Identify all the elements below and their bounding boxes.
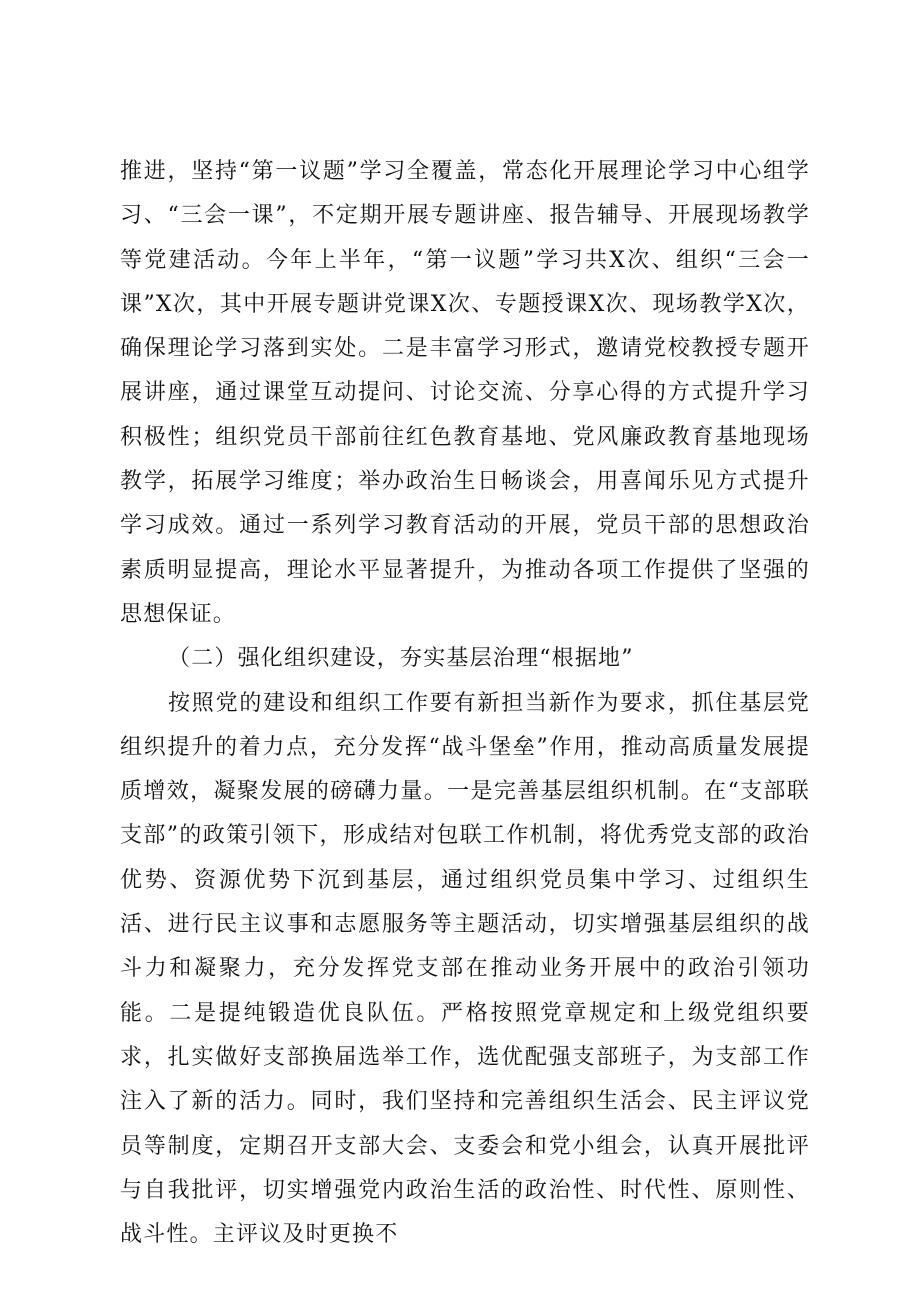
- document-body: [120, 150, 810, 1257]
- section-heading: （二）强化组织建设，夯实基层治理“根据地”: [168, 646, 634, 672]
- body-paragraph: 按照党的建设和组织工作要有新担当新作为要求，抓住基层党组织提升的着力点，充分发挥“战斗堡垒”作用，推动高质量发展提质增效，凝聚发展的磅礴力量。一是完善基层组织机制。在“支部联支部”的政策引领下，形成结对包联工作机制，将优秀党支部的政治优势、资源优势下沉到基层，通过组织党员集中学习、过组织生活、进行民主议事和志愿服务等主题活动，切实增强基层组织的战斗力和凝聚力，充分发挥党支部在推动业务开展中的政治引领功能。二是提纯锻造优良队伍。严格按照党章规定和上级党组织要求，扎实做好支部换届选举工作，选优配强支部班子，为支部工作注入了新的活力。同时，我们坚持和完善组织生活会、民主评议党员等制度，定期召开支部大会、支委会和党小组会，认真开展批评与自我批评，切实增强党内政治生活的政治性、时代性、原则性、战斗性。主评议及时更换不: [120, 690, 810, 1248]
- continued-paragraph: 推进，坚持“第一议题”学习全覆盖，常态化开展理论学习中心组学习、“三会一课”，不定期开展专题讲座、报告辅导、开展现场教学等党建活动。今年上半年，“第一议题”学习共X次、组织“三会一课”X次，其中开展专题讲党课X次、专题授课X次、现场教学X次，确保理论学习落到实处。二是丰富学习形式，邀请党校教授专题开展讲座，通过课堂互动提问、讨论交流、分享心得的方式提升学习积极性；组织党员干部前往红色教育基地、党风廉政教育基地现场教学，拓展学习维度；举办政治生日畅谈会，用喜闻乐见方式提升学习成效。通过一系列学习教育活动的开展，党员干部的思想政治素质明显提高，理论水平显著提升，为推动各项工作提供了坚强的思想保证。: [120, 159, 810, 627]
